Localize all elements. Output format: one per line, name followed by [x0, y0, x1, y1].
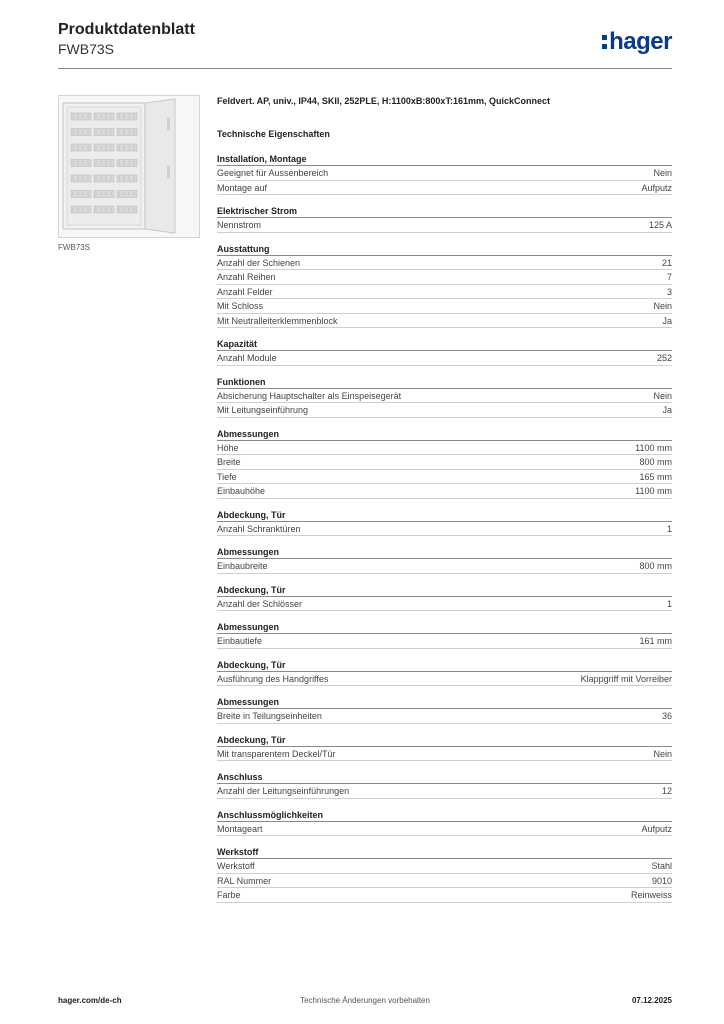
property-value: 1 — [666, 598, 672, 609]
property-section — [217, 428, 672, 499]
section-title: Werkstoff — [217, 846, 672, 859]
section-title: Ausstattung — [217, 243, 672, 256]
property-label: Anzahl der Schienen — [217, 257, 301, 268]
section-title: Abmessungen — [217, 546, 672, 559]
property-row — [217, 709, 672, 724]
property-row — [217, 888, 672, 903]
property-value: Nein — [653, 748, 672, 759]
page-header — [58, 20, 672, 70]
property-value: Nein — [653, 390, 672, 401]
property-row — [217, 747, 672, 762]
property-row — [217, 522, 672, 537]
document-title: Produktdatenblatt — [58, 21, 195, 38]
section-title: Abmessungen — [217, 428, 672, 441]
property-row — [217, 484, 672, 499]
article-number: FWB73S — [58, 41, 115, 57]
property-label: Höhe — [217, 442, 239, 453]
property-row — [217, 314, 672, 329]
property-value: Ja — [662, 315, 672, 326]
property-value: 800 mm — [639, 561, 672, 571]
section-title: Abdeckung, Tür — [217, 509, 672, 522]
property-section — [217, 509, 672, 537]
section-title: Funktionen — [217, 376, 672, 389]
footer-website-link[interactable]: hager.com/de-ch — [58, 996, 122, 1005]
property-row — [217, 874, 672, 889]
property-label: Tiefe — [217, 471, 237, 482]
property-label: Einbautiefe — [217, 636, 263, 646]
property-row — [217, 181, 672, 196]
property-row — [217, 784, 672, 799]
section-title: Installation, Montage — [217, 153, 672, 166]
property-row — [217, 166, 672, 181]
property-value: 161 mm — [639, 636, 672, 646]
property-value: Klappgriff mit Vorreiber — [580, 673, 672, 684]
footer-disclaimer: Technische Änderungen vorbehalten — [300, 996, 430, 1005]
property-value: 125 A — [648, 220, 672, 230]
property-label: Einbaubreite — [217, 561, 268, 571]
property-value: 1100 mm — [635, 442, 672, 453]
property-section — [217, 376, 672, 418]
properties-list — [217, 153, 672, 903]
property-row — [217, 256, 672, 271]
property-row — [217, 270, 672, 285]
property-row — [217, 285, 672, 300]
section-title: Elektrischer Strom — [217, 205, 672, 218]
property-section — [217, 734, 672, 762]
section-title: Abdeckung, Tür — [217, 659, 672, 672]
property-label: Mit transparentem Deckel/Tür — [217, 748, 336, 759]
property-value: 252 — [656, 353, 672, 363]
property-value: 36 — [661, 711, 672, 721]
property-value: Aufputz — [641, 182, 672, 193]
property-row — [217, 634, 672, 649]
property-label: Ausführung des Handgriffes — [217, 673, 329, 684]
property-label: Nennstrom — [217, 220, 262, 230]
property-section — [217, 546, 672, 574]
property-label: Mit Leitungseinführung — [217, 405, 309, 415]
product-image — [58, 95, 200, 238]
property-label: Anzahl Schranktüren — [217, 523, 301, 534]
technical-properties-heading: Technische Eigenschaften — [217, 129, 330, 139]
header-divider — [58, 68, 672, 69]
property-row — [217, 597, 672, 612]
property-label: Montageart — [217, 823, 263, 834]
property-label: Einbauhöhe — [217, 486, 266, 496]
property-section — [217, 153, 672, 195]
property-value: 9010 — [651, 875, 672, 886]
property-row — [217, 218, 672, 233]
property-section — [217, 696, 672, 724]
property-section — [217, 338, 672, 366]
property-value: Nein — [653, 168, 672, 178]
section-title: Kapazität — [217, 338, 672, 351]
property-label: Anzahl der Leitungseinführungen — [217, 786, 350, 796]
property-section — [217, 243, 672, 329]
property-value: 3 — [666, 286, 672, 297]
property-row — [217, 455, 672, 470]
property-value: Nein — [653, 301, 672, 311]
section-title: Abdeckung, Tür — [217, 584, 672, 597]
property-label: Absicherung Hauptschalter als Einspeisegerät — [217, 390, 402, 401]
property-value: Stahl — [651, 861, 672, 871]
property-value: 1 — [666, 523, 672, 534]
property-row — [217, 389, 672, 404]
property-row — [217, 859, 672, 874]
property-value: 12 — [661, 786, 672, 796]
property-label: Anzahl Module — [217, 353, 277, 363]
product-description: Feldvert. AP, univ., IP44, SKII, 252PLE, H:1100xB:800xT:161mm, QuickConnect — [217, 96, 550, 106]
property-row — [217, 559, 672, 574]
property-label: Mit Neutralleiterklemmenblock — [217, 315, 338, 326]
property-row — [217, 470, 672, 485]
distribution-cabinet-icon — [59, 96, 199, 237]
property-row — [217, 672, 672, 687]
property-section — [217, 584, 672, 612]
footer-date: 07.12.2025 — [631, 996, 672, 1005]
section-title: Abdeckung, Tür — [217, 734, 672, 747]
logo-colon-icon — [602, 33, 608, 51]
property-label: Mit Schloss — [217, 301, 264, 311]
property-value: 165 mm — [639, 471, 672, 482]
property-value: 800 mm — [639, 457, 672, 467]
property-label: Montage auf — [217, 182, 268, 193]
property-label: Geeignet für Aussenbereich — [217, 168, 329, 178]
section-title: Anschlussmöglichkeiten — [217, 809, 672, 822]
property-section — [217, 846, 672, 903]
section-title: Abmessungen — [217, 621, 672, 634]
logo-text: hager — [609, 28, 672, 55]
property-label: RAL Nummer — [217, 875, 272, 886]
datasheet-content — [217, 96, 672, 913]
property-value: Aufputz — [641, 823, 672, 834]
property-value: 1100 mm — [635, 486, 672, 496]
property-label: Anzahl Reihen — [217, 272, 276, 282]
hager-logo — [602, 28, 672, 56]
property-value: Ja — [662, 405, 672, 415]
property-label: Breite — [217, 457, 241, 467]
property-row — [217, 299, 672, 314]
property-label: Werkstoff — [217, 861, 255, 871]
property-section — [217, 205, 672, 233]
property-row — [217, 403, 672, 418]
property-value: 7 — [666, 272, 672, 282]
property-label: Anzahl der Schlösser — [217, 598, 303, 609]
property-section — [217, 621, 672, 649]
property-value: 21 — [661, 257, 672, 268]
property-section — [217, 659, 672, 687]
section-title: Abmessungen — [217, 696, 672, 709]
property-label: Anzahl Felder — [217, 286, 273, 297]
property-section — [217, 809, 672, 837]
section-title: Anschluss — [217, 771, 672, 784]
property-row — [217, 822, 672, 837]
property-value: Reinweiss — [630, 890, 672, 900]
property-row — [217, 351, 672, 366]
image-caption: FWB73S — [58, 243, 91, 252]
property-section — [217, 771, 672, 799]
property-label: Breite in Teilungseinheiten — [217, 711, 322, 721]
property-label: Farbe — [217, 890, 241, 900]
property-row — [217, 441, 672, 456]
